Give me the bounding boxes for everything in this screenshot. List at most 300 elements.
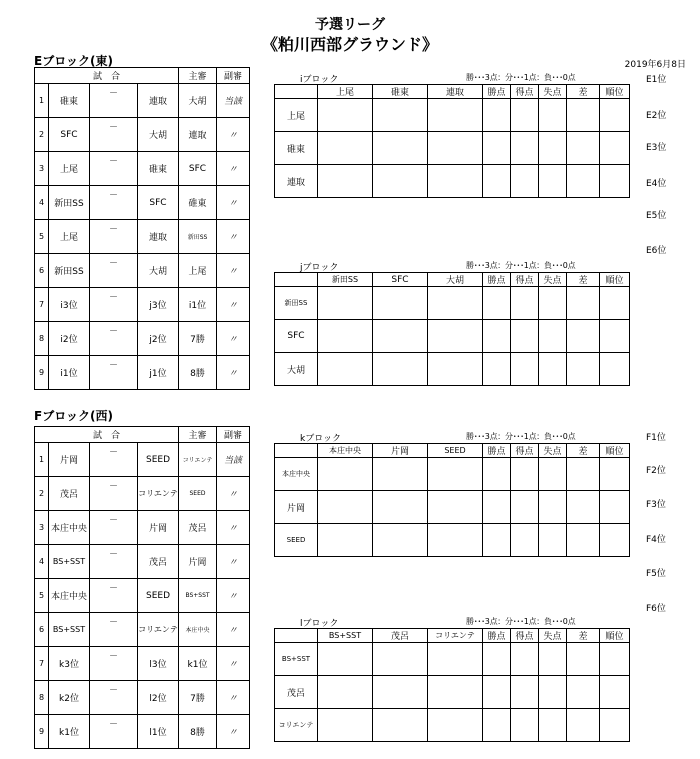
referee: BS+SST	[179, 579, 217, 613]
rr-cell	[318, 676, 373, 709]
rr-cell	[428, 287, 483, 320]
rank-label: E4位	[646, 179, 667, 189]
home-team: 茂呂	[49, 477, 90, 511]
sub-referee-header: 副審	[217, 68, 250, 84]
rr-col-stat: 勝点	[483, 273, 511, 287]
away-team: コリエンテ	[138, 613, 179, 647]
match-number: 5	[35, 220, 49, 254]
away-team: l3位	[138, 647, 179, 681]
rr-col-team: BS+SST	[318, 629, 373, 643]
home-team: 本庄中央	[49, 579, 90, 613]
home-team: i1位	[49, 356, 90, 390]
rr-col-stat: 失点	[539, 85, 567, 99]
rr-row-team: 碓東	[275, 132, 318, 165]
rr-cell	[600, 491, 630, 524]
rr-cell	[600, 353, 630, 386]
rank-label: E2位	[646, 111, 667, 121]
away-team: 大胡	[138, 254, 179, 288]
sub-referee: 〃	[217, 647, 250, 681]
rr-cell	[567, 165, 600, 198]
home-team: i2位	[49, 322, 90, 356]
rr-cell	[600, 524, 630, 557]
rr-cell	[318, 287, 373, 320]
home-team: i3位	[49, 288, 90, 322]
home-team: 上尾	[49, 152, 90, 186]
referee: 大胡	[179, 84, 217, 118]
away-team: コリエンテ	[138, 477, 179, 511]
away-team: l1位	[138, 715, 179, 749]
rank-label: F2位	[646, 466, 666, 476]
separator: －	[90, 545, 138, 579]
away-team: 連取	[138, 84, 179, 118]
block-e-title: Eブロック(東)	[34, 54, 113, 68]
match-header: 試 合	[35, 427, 179, 443]
referee-header: 主審	[179, 68, 217, 84]
rr-cell	[318, 132, 373, 165]
home-team: k2位	[49, 681, 90, 715]
rr-cell	[373, 99, 428, 132]
rr-row	[275, 320, 630, 353]
sub-referee: 〃	[217, 681, 250, 715]
sub-referee: 〃	[217, 322, 250, 356]
separator: －	[90, 254, 138, 288]
rr-col-team: 新田SS	[318, 273, 373, 287]
rr-cell	[373, 320, 428, 353]
rr-row-team: 上尾	[275, 99, 318, 132]
rr-col-stat: 勝点	[483, 85, 511, 99]
rr-col-team: SFC	[373, 273, 428, 287]
rr-j-caption: jブロック	[300, 263, 339, 273]
rr-cell	[567, 491, 600, 524]
rr-cell	[600, 643, 630, 676]
block-e-match-table	[34, 67, 250, 390]
rr-cell	[600, 99, 630, 132]
rr-cell	[600, 132, 630, 165]
rr-cell	[373, 491, 428, 524]
sub-referee: 〃	[217, 477, 250, 511]
date: 2019年6月8日	[624, 60, 686, 70]
match-number: 3	[35, 152, 49, 186]
match-row	[35, 254, 250, 288]
match-row	[35, 152, 250, 186]
match-header: 試 合	[35, 68, 179, 84]
match-row	[35, 356, 250, 390]
rr-cell	[567, 99, 600, 132]
match-number: 8	[35, 322, 49, 356]
rank-label: F1位	[646, 433, 666, 443]
home-team: k3位	[49, 647, 90, 681]
referee: 茂呂	[179, 511, 217, 545]
rr-cell	[511, 99, 539, 132]
rr-col-stat: 勝点	[483, 629, 511, 643]
referee: i1位	[179, 288, 217, 322]
rr-cell	[483, 491, 511, 524]
rr-col-team: コリエンテ	[428, 629, 483, 643]
rr-k-caption: kブロック	[300, 434, 342, 444]
rr-cell	[511, 132, 539, 165]
rr-cell	[567, 132, 600, 165]
rr-row	[275, 287, 630, 320]
rr-col-stat: 失点	[539, 273, 567, 287]
rr-cell	[539, 287, 567, 320]
home-team: 片岡	[49, 443, 90, 477]
rr-col-stat: 失点	[539, 444, 567, 458]
rr-cell	[511, 676, 539, 709]
separator: －	[90, 443, 138, 477]
sub-referee: 〃	[217, 613, 250, 647]
rr-row-team: 連取	[275, 165, 318, 198]
rr-col-stat: 勝点	[483, 444, 511, 458]
rr-cell	[373, 132, 428, 165]
rank-label: F3位	[646, 500, 666, 510]
page-subtitle: 《粕川西部グラウンド》	[261, 35, 438, 54]
rr-row-team: 大胡	[275, 353, 318, 386]
rr-cell	[483, 353, 511, 386]
home-team: 碓東	[49, 84, 90, 118]
home-team: 上尾	[49, 220, 90, 254]
referee: SFC	[179, 152, 217, 186]
match-number: 8	[35, 681, 49, 715]
sub-referee: 〃	[217, 254, 250, 288]
home-team: 本庄中央	[49, 511, 90, 545]
rr-col-stat: 順位	[600, 85, 630, 99]
separator: －	[90, 579, 138, 613]
rr-row-team: SFC	[275, 320, 318, 353]
rr-col-stat: 順位	[600, 629, 630, 643]
rr-cell	[428, 491, 483, 524]
separator: －	[90, 84, 138, 118]
match-row	[35, 220, 250, 254]
rr-cell	[511, 165, 539, 198]
rr-cell	[511, 458, 539, 491]
rr-corner	[275, 273, 318, 287]
rank-label: E1位	[646, 75, 667, 85]
away-team: 碓東	[138, 152, 179, 186]
rr-row	[275, 643, 630, 676]
separator: －	[90, 613, 138, 647]
rr-cell	[373, 524, 428, 557]
match-row	[35, 186, 250, 220]
separator: －	[90, 118, 138, 152]
rr-cell	[318, 165, 373, 198]
rank-label: E5位	[646, 211, 667, 221]
match-number: 2	[35, 118, 49, 152]
rr-cell	[428, 709, 483, 742]
referee: 8勝	[179, 356, 217, 390]
rr-corner	[275, 444, 318, 458]
rr-cell	[539, 676, 567, 709]
match-number: 7	[35, 647, 49, 681]
rr-cell	[428, 524, 483, 557]
match-row	[35, 647, 250, 681]
rr-row	[275, 709, 630, 742]
match-row	[35, 477, 250, 511]
sub-referee: 〃	[217, 715, 250, 749]
rr-col-stat: 得点	[511, 273, 539, 287]
rr-row-team: コリエンテ	[275, 709, 318, 742]
sub-referee: 〃	[217, 288, 250, 322]
rr-col-stat: 得点	[511, 444, 539, 458]
separator: －	[90, 715, 138, 749]
rr-cell	[428, 353, 483, 386]
referee: 新田SS	[179, 220, 217, 254]
rank-label: E6位	[646, 246, 667, 256]
rr-row-team: 本庄中央	[275, 458, 318, 491]
away-team: SEED	[138, 443, 179, 477]
separator: －	[90, 511, 138, 545]
referee: 碓東	[179, 186, 217, 220]
match-number: 4	[35, 186, 49, 220]
rr-row	[275, 353, 630, 386]
rr-col-stat: 差	[567, 444, 600, 458]
rr-cell	[539, 643, 567, 676]
rr-cell	[567, 353, 600, 386]
rr-cell	[511, 709, 539, 742]
away-team: 片岡	[138, 511, 179, 545]
rr-cell	[600, 165, 630, 198]
rr-col-team: 大胡	[428, 273, 483, 287]
rr-cell	[483, 524, 511, 557]
separator: －	[90, 477, 138, 511]
referee: k1位	[179, 647, 217, 681]
rr-cell	[539, 165, 567, 198]
rr-col-team: SEED	[428, 444, 483, 458]
rr-cell	[483, 676, 511, 709]
rr-col-stat: 得点	[511, 85, 539, 99]
rr-l-table	[274, 628, 630, 742]
rr-col-team: 碓東	[373, 85, 428, 99]
rr-cell	[483, 643, 511, 676]
rr-cell	[539, 524, 567, 557]
home-team: SFC	[49, 118, 90, 152]
separator: －	[90, 288, 138, 322]
rr-cell	[318, 458, 373, 491]
referee: SEED	[179, 477, 217, 511]
rr-cell	[539, 458, 567, 491]
rr-cell	[600, 676, 630, 709]
rr-cell	[483, 709, 511, 742]
rr-k-table	[274, 443, 630, 557]
match-number: 4	[35, 545, 49, 579]
rank-label: F5位	[646, 569, 666, 579]
home-team: k1位	[49, 715, 90, 749]
rr-cell	[428, 320, 483, 353]
rr-cell	[600, 458, 630, 491]
rr-row-team: 茂呂	[275, 676, 318, 709]
rr-cell	[600, 320, 630, 353]
rr-cell	[511, 287, 539, 320]
match-number: 9	[35, 356, 49, 390]
separator: －	[90, 647, 138, 681]
rr-cell	[428, 458, 483, 491]
rr-cell	[483, 458, 511, 491]
rr-corner	[275, 85, 318, 99]
rr-cell	[511, 491, 539, 524]
referee-header: 主審	[179, 427, 217, 443]
match-number: 6	[35, 254, 49, 288]
rr-cell	[318, 491, 373, 524]
rr-cell	[511, 353, 539, 386]
match-number: 9	[35, 715, 49, 749]
rr-col-team: 本庄中央	[318, 444, 373, 458]
rank-label: F6位	[646, 604, 666, 614]
match-row	[35, 288, 250, 322]
match-number: 7	[35, 288, 49, 322]
rr-cell	[318, 353, 373, 386]
sub-referee: 〃	[217, 152, 250, 186]
home-team: 新田SS	[49, 186, 90, 220]
away-team: l2位	[138, 681, 179, 715]
rr-col-stat: 得点	[511, 629, 539, 643]
separator: －	[90, 322, 138, 356]
rr-cell	[567, 524, 600, 557]
rr-row	[275, 676, 630, 709]
separator: －	[90, 186, 138, 220]
rr-row	[275, 491, 630, 524]
rr-cell	[567, 676, 600, 709]
match-row	[35, 322, 250, 356]
match-number: 1	[35, 84, 49, 118]
sub-referee: 〃	[217, 545, 250, 579]
sub-referee: 〃	[217, 356, 250, 390]
away-team: j3位	[138, 288, 179, 322]
rr-cell	[511, 643, 539, 676]
rr-row	[275, 165, 630, 198]
rr-row	[275, 99, 630, 132]
referee: 連取	[179, 118, 217, 152]
home-team: 新田SS	[49, 254, 90, 288]
rr-cell	[567, 643, 600, 676]
rr-cell	[567, 709, 600, 742]
rr-cell	[483, 165, 511, 198]
rr-cell	[318, 99, 373, 132]
separator: －	[90, 220, 138, 254]
rr-cell	[483, 320, 511, 353]
rr-row	[275, 524, 630, 557]
rr-l-points-note: 勝･･･3点：分･･･1点：負･･･0点	[466, 617, 576, 626]
rr-cell	[428, 132, 483, 165]
rank-label: F4位	[646, 535, 666, 545]
rr-cell	[373, 709, 428, 742]
match-row	[35, 443, 250, 477]
rr-col-team: 茂呂	[373, 629, 428, 643]
rr-cell	[373, 676, 428, 709]
match-row	[35, 681, 250, 715]
rr-cell	[318, 320, 373, 353]
rr-corner	[275, 629, 318, 643]
rr-i-table	[274, 84, 630, 198]
away-team: SFC	[138, 186, 179, 220]
rr-cell	[483, 287, 511, 320]
match-number: 2	[35, 477, 49, 511]
match-row	[35, 511, 250, 545]
rr-cell	[567, 287, 600, 320]
rr-col-stat: 順位	[600, 444, 630, 458]
rr-cell	[318, 709, 373, 742]
referee: 8勝	[179, 715, 217, 749]
referee: 上尾	[179, 254, 217, 288]
block-f-match-table	[34, 426, 250, 749]
separator: －	[90, 356, 138, 390]
sub-referee: 当該	[217, 84, 250, 118]
rr-row-team: BS+SST	[275, 643, 318, 676]
rr-row-team: SEED	[275, 524, 318, 557]
rank-label: E3位	[646, 143, 667, 153]
rr-i-points-note: 勝･･･3点：分･･･1点：負･･･0点	[466, 73, 576, 82]
rr-col-stat: 失点	[539, 629, 567, 643]
rr-cell	[428, 676, 483, 709]
match-row	[35, 545, 250, 579]
referee: 片岡	[179, 545, 217, 579]
separator: －	[90, 681, 138, 715]
match-number: 1	[35, 443, 49, 477]
sub-referee-header: 副審	[217, 427, 250, 443]
rr-cell	[428, 165, 483, 198]
away-team: 連取	[138, 220, 179, 254]
rr-col-stat: 差	[567, 273, 600, 287]
rr-col-stat: 差	[567, 629, 600, 643]
rr-col-team: 片岡	[373, 444, 428, 458]
rr-j-points-note: 勝･･･3点：分･･･1点：負･･･0点	[466, 261, 576, 270]
match-number: 5	[35, 579, 49, 613]
match-row	[35, 84, 250, 118]
referee: 7勝	[179, 681, 217, 715]
sub-referee: 〃	[217, 186, 250, 220]
away-team: 茂呂	[138, 545, 179, 579]
rr-cell	[373, 287, 428, 320]
referee: 7勝	[179, 322, 217, 356]
rr-col-team: 上尾	[318, 85, 373, 99]
sub-referee: 〃	[217, 220, 250, 254]
rr-cell	[428, 99, 483, 132]
rr-i-caption: iブロック	[300, 75, 339, 85]
rr-header-row	[275, 273, 630, 287]
home-team: BS+SST	[49, 613, 90, 647]
match-number: 3	[35, 511, 49, 545]
rr-header-row	[275, 629, 630, 643]
match-number: 6	[35, 613, 49, 647]
rr-row-team: 片岡	[275, 491, 318, 524]
sub-referee: 当該	[217, 443, 250, 477]
rr-header-row	[275, 444, 630, 458]
rr-cell	[539, 320, 567, 353]
rr-cell	[318, 643, 373, 676]
referee: コリエンテ	[179, 443, 217, 477]
rr-cell	[483, 132, 511, 165]
rr-cell	[539, 491, 567, 524]
separator: －	[90, 152, 138, 186]
rr-cell	[539, 132, 567, 165]
rr-cell	[539, 709, 567, 742]
rr-cell	[567, 320, 600, 353]
match-row	[35, 715, 250, 749]
rr-row	[275, 132, 630, 165]
match-row	[35, 579, 250, 613]
page-title: 予選リーグ	[315, 17, 385, 33]
rr-cell	[539, 99, 567, 132]
rr-col-stat: 差	[567, 85, 600, 99]
rr-row	[275, 458, 630, 491]
rr-cell	[567, 458, 600, 491]
sub-referee: 〃	[217, 118, 250, 152]
rr-cell	[373, 458, 428, 491]
away-team: 大胡	[138, 118, 179, 152]
rr-k-points-note: 勝･･･3点：分･･･1点：負･･･0点	[466, 432, 576, 441]
home-team: BS+SST	[49, 545, 90, 579]
block-f-title: Fブロック(西)	[34, 409, 113, 423]
sub-referee: 〃	[217, 511, 250, 545]
match-row	[35, 118, 250, 152]
